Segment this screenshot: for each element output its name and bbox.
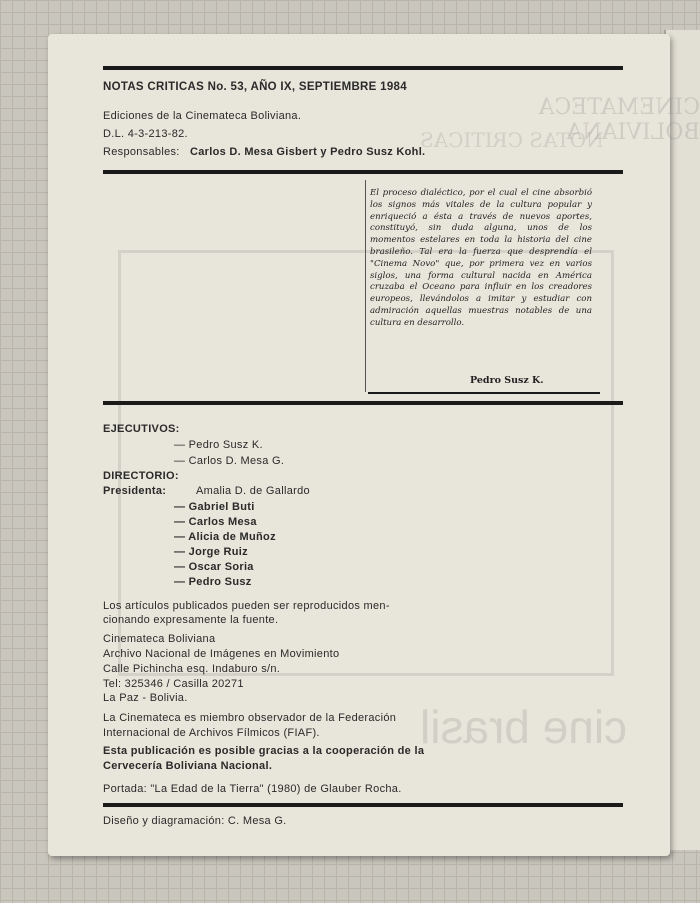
member-6: — Pedro Susz [174, 576, 252, 588]
ejecutivo-1: — Pedro Susz K. [174, 439, 263, 451]
presidenta-name: Amalia D. de Gallardo [196, 485, 310, 497]
member-3: — Alicia de Muñoz [174, 531, 276, 543]
ejecutivo-2: — Carlos D. Mesa G. [174, 455, 285, 467]
phone: Tel: 325346 / Casilla 20271 [103, 678, 244, 690]
legal-deposit: D.L. 4-3-213-82. [103, 128, 188, 140]
fiaf-line-2: Internacional de Archivos Fílmicos (FIAF). [103, 727, 320, 739]
reproduction-line-2: cionando expresamente la fuente. [103, 614, 279, 626]
header-title: NOTAS CRITICAS No. 53, AÑO IX, SEPTIEMBRE 1984 [103, 81, 407, 93]
member-4: — Jorge Ruiz [174, 546, 248, 558]
show-through-subtitle: NOTAS CRITICAS [420, 128, 604, 152]
cover-credit: Portada: "La Edad de la Tierra" (1980) de Glauber Rocha. [103, 783, 402, 795]
show-through-cover-text: cine brasil [420, 701, 628, 753]
quote-rule [368, 392, 600, 394]
quote-text: El proceso dialéctico, por el cual el cine absorbió los signos más vitales de la cultura popular y enriqueció a ésta a través de nuevos aportes, constituyó, sin duda alguna, unos de los momentos estelares en toda la historia del cine brasileño. Tal era la fuerza que desprendía el "Cinema Novo" que, por primera vez en varios siglos, una forma cultural nacida en América cruzaba el Oceano para influir en los creadores europeos, llevándolos a imitar y estudiar con admiración aquellas muestras notables de una cultura en desarrollo. [370, 188, 592, 328]
design-credit: Diseño y diagramación: C. Mesa G. [103, 815, 287, 827]
directorio-label: DIRECTORIO: [103, 470, 179, 482]
top-rule [103, 66, 623, 70]
member-1: — Gabriel Buti [174, 501, 255, 513]
responsables-label: Responsables: [103, 146, 180, 158]
responsables-names: Carlos D. Mesa Gisbert y Pedro Susz Kohl. [190, 146, 426, 158]
org-name: Cinemateca Boliviana [103, 633, 216, 645]
member-5: — Oscar Soria [174, 561, 254, 573]
address: Calle Pichincha esq. Indaburo s/n. [103, 663, 281, 675]
member-2: — Carlos Mesa [174, 516, 257, 528]
city: La Paz - Bolivia. [103, 692, 188, 704]
sponsor-line-2: Cervecería Boliviana Nacional. [103, 760, 273, 772]
presidenta-label: Presidenta: [103, 485, 167, 497]
sponsor-line-1: Esta publicación es posible gracias a la cooperación de la [103, 745, 425, 757]
quote-author: Pedro Susz K. [470, 375, 544, 386]
ejecutivos-label: EJECUTIVOS: [103, 423, 180, 435]
header-bottom-rule [103, 170, 623, 174]
fiaf-line-1: La Cinemateca es miembro observador de la Federación [103, 712, 397, 724]
staff-top-rule [103, 401, 623, 405]
reproduction-line-1: Los artículos publicados pueden ser reproducidos men- [103, 600, 390, 612]
show-through-title: CINEMATECA BOLIVIANA [538, 95, 700, 145]
quote-box-edge [365, 180, 366, 392]
footer-rule [103, 803, 623, 807]
org-archive: Archivo Nacional de Imágenes en Movimiento [103, 648, 340, 660]
publisher: Ediciones de la Cinemateca Boliviana. [103, 110, 302, 122]
